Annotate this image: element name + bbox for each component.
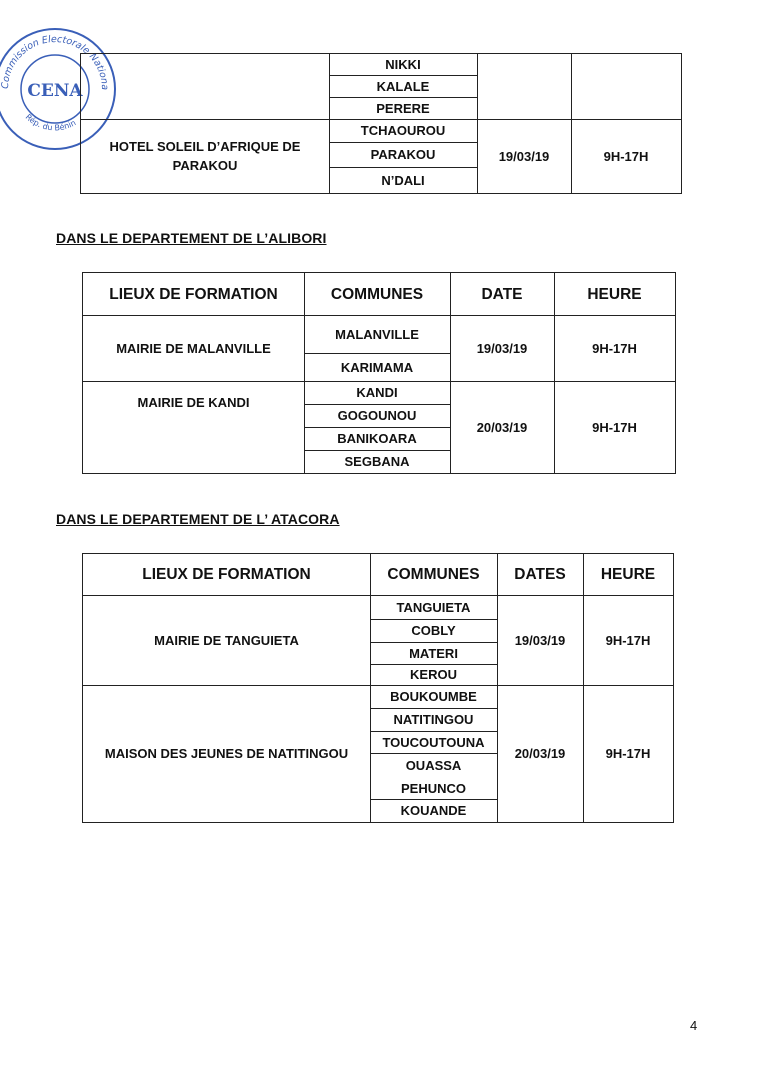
header-heure: HEURE	[587, 285, 642, 303]
section-title-atacora: DANS LE DEPARTEMENT DE L’ ATACORA	[56, 511, 340, 527]
commune-cell: GOGOUNOU	[337, 408, 417, 423]
table-atacora	[82, 553, 674, 823]
header-date: DATE	[481, 285, 523, 303]
commune-cell: KOUANDE	[400, 803, 467, 818]
commune-cell: TCHAOUROU	[360, 123, 446, 138]
section-title-alibori: DANS LE DEPARTEMENT DE L’ALIBORI	[56, 230, 327, 246]
date-cell: 20/03/19	[476, 419, 528, 435]
commune-cell: KEROU	[410, 667, 457, 682]
date-cell: 19/03/19	[476, 340, 528, 356]
date-cell: 19/03/19	[514, 632, 566, 648]
commune-cell: NATITINGOU	[393, 712, 474, 727]
commune-cell: BOUKOUMBE	[390, 689, 477, 704]
lieu-cell: MAIRIE DE MALANVILLE	[116, 340, 271, 356]
header-heure: HEURE	[600, 566, 656, 583]
svg-text:CENA: CENA	[27, 81, 83, 101]
commune-cell: KARIMAMA	[340, 359, 414, 375]
commune-cell: TOUCOUTOUNA	[382, 734, 485, 750]
page-number: 4	[690, 1018, 698, 1033]
lieu-cell: MAIRIE DE KANDI	[137, 394, 250, 410]
commune-cell: PERERE	[376, 100, 430, 116]
heure-cell: 9H-17H	[605, 632, 651, 648]
table-continuation	[80, 53, 682, 194]
lieu-cell: MAIRIE DE TANGUIETA	[154, 632, 299, 648]
header-lieux: LIEUX DE FORMATION	[142, 566, 311, 583]
commune-cell: SEGBANA	[344, 454, 410, 469]
svg-text:Rép. du Bénin: Rép. du Bénin	[23, 112, 78, 133]
date-cell: 19/03/19	[498, 148, 550, 164]
lieu-cell: MAISON DES JEUNES DE NATITINGOU	[104, 746, 349, 761]
commune-cell: KALALE	[376, 78, 430, 94]
commune-cell: KANDI	[356, 385, 398, 400]
table-alibori	[82, 272, 676, 474]
date-cell: 20/03/19	[514, 746, 566, 761]
commune-cell: OUASSA	[405, 758, 462, 773]
header-dates: DATES	[514, 566, 566, 583]
heure-cell: 9H-17H	[603, 148, 649, 164]
commune-cell: TANGUIETA	[396, 599, 471, 615]
commune-cell: PEHUNCO	[400, 781, 466, 796]
heure-cell: 9H-17H	[592, 340, 637, 356]
commune-cell: NIKKI	[385, 57, 421, 72]
lieu-cell: HOTEL SOLEIL D’AFRIQUE DE PARAKOU	[109, 139, 301, 173]
header-communes: COMMUNES	[387, 566, 480, 583]
commune-cell: COBLY	[411, 623, 456, 638]
commune-cell: BANIKOARA	[337, 431, 417, 446]
heure-cell: 9H-17H	[605, 746, 651, 761]
header-lieux: LIEUX DE FORMATION	[109, 285, 278, 303]
header-communes: COMMUNES	[330, 285, 424, 303]
commune-cell: MALANVILLE	[335, 326, 419, 342]
commune-cell: MATERI	[409, 645, 458, 661]
commune-cell: N’DALI	[381, 172, 425, 188]
commune-cell: PARAKOU	[370, 147, 436, 162]
heure-cell: 9H-17H	[592, 419, 637, 435]
svg-text:Commission Electorale National: Commission Electorale Nationa	[0, 33, 111, 91]
